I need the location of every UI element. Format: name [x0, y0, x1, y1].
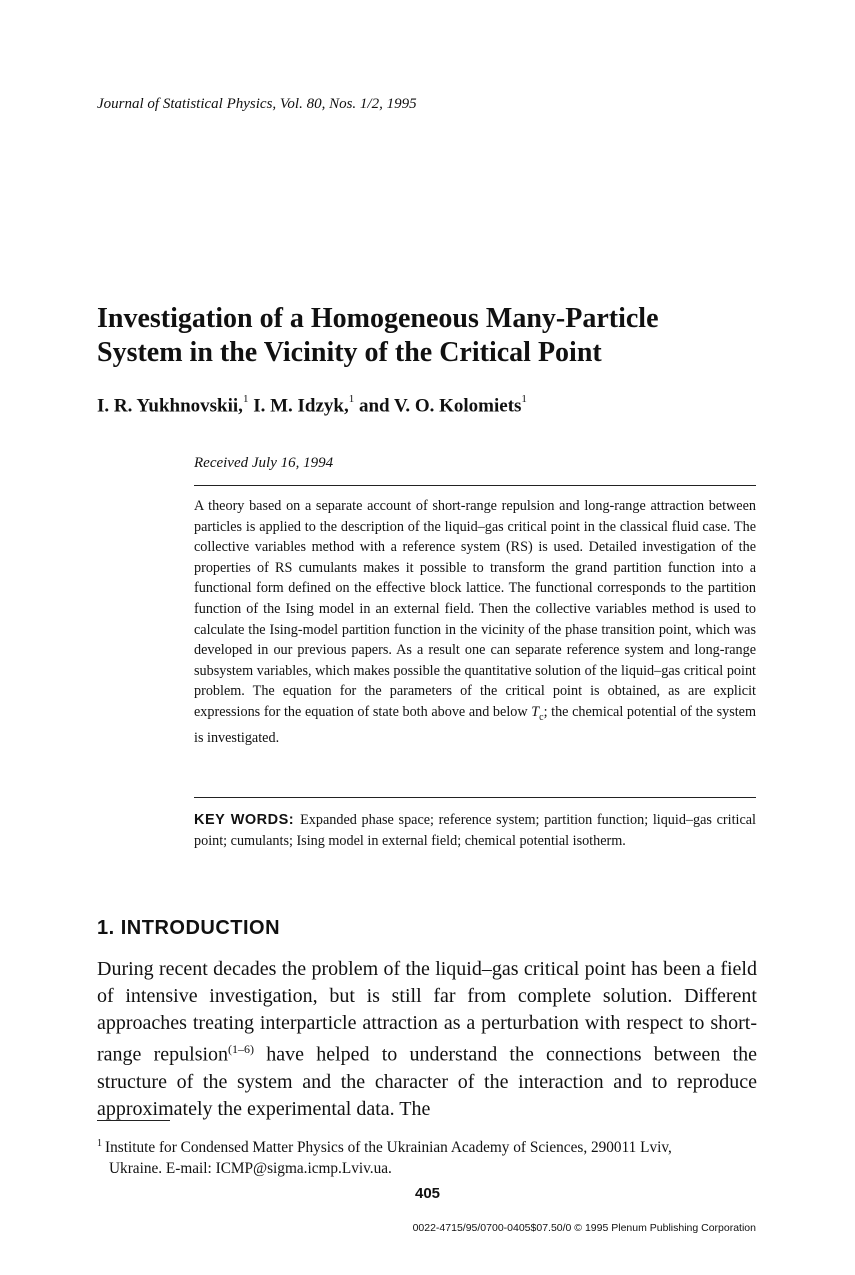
citation-reference: (1–6) — [228, 1042, 255, 1057]
abstract-body: A theory based on a separate account of short-range repulsion and long-range attraction between particles is applied to the description of the liquid–gas critical point in the classical fluid case. The collective variables method with a reference system (RS) is used. Detailed investigation of the properties of RS cumulants makes it possible to transform the grand partition function into a functional form defined on the effective block lattice. The functional corresponds to the partition function of the Ising model in an external field. Then the collective variables method is used to calculate the Ising-model partition function in the vicinity of the phase transition point, which was developed in our previous papers. As a result one can separate reference system and long-range subsystem variables, which makes possible the quantitative solution of the liquid–gas critical point problem. The equation for the parameters of the critical point is obtained, as are explicit expressions for the equation of state both above and below — [194, 498, 756, 720]
author-name: I. R. Yukhnovskii, — [97, 395, 243, 417]
title-line-1: Investigation of a Homogeneous Many-Particle — [97, 303, 659, 334]
author-affiliation-mark: 1 — [521, 393, 527, 405]
abstract-top-rule — [194, 485, 756, 486]
section-heading: 1. INTRODUCTION — [97, 917, 281, 939]
author-list — [97, 395, 527, 417]
received-date: Received July 16, 1994 — [194, 455, 334, 471]
footnote-text-2: Ukraine. E-mail: ICMP@sigma.icmp.Lviv.ua. — [109, 1160, 392, 1178]
footnote-line-1 — [97, 1133, 757, 1158]
paper-title — [97, 302, 777, 370]
abstract-tail: ; the chemical potential of the system is investigated. — [194, 703, 756, 747]
copyright-line: 0022-4715/95/0700-0405$07.50/0 © 1995 Plenum Publishing Corporation — [412, 1222, 756, 1234]
abstract — [194, 496, 756, 749]
intro-text-2: have helped to understand the connections between the structure of the system and the character of the interaction and to reproduce approximately the experimental data. The — [97, 1044, 757, 1120]
keywords-label: KEY WORDS: — [194, 812, 295, 828]
footnote-rule — [97, 1120, 170, 1121]
footnote-mark: 1 — [97, 1138, 102, 1149]
journal-citation: Journal of Statistical Physics, Vol. 80, Nos. 1/2, 1995 — [97, 96, 417, 112]
keywords-top-rule — [194, 797, 756, 798]
footnote — [97, 1133, 757, 1179]
author-affiliation-mark: 1 — [242, 393, 249, 405]
keywords-text: Expanded phase space; reference system; partition function; liquid–gas critical point; cumulants; Ising model in external field; chemical potential isotherm. — [194, 812, 756, 849]
critical-temperature-subscript: c — [539, 711, 544, 723]
intro-paragraph — [97, 956, 757, 1122]
intro-text-1: During recent decades the problem of the liquid–gas critical point has been a field of intensive investigation, but is still far from complete solution. Different approaches treating interparticle attraction as a perturbation with respect to short-range repulsion — [97, 958, 757, 1067]
author-name: V. O. Kolomiets — [394, 395, 522, 417]
page-number: 405 — [414, 1185, 441, 1202]
author-name: I. M. Idzyk, — [253, 395, 349, 417]
author-affiliation-mark: 1 — [348, 393, 355, 405]
footnote-text-1: Institute for Condensed Matter Physics of the Ukrainian Academy of Sciences, 290011 Lviv, — [105, 1139, 672, 1157]
critical-temperature-symbol: T — [531, 703, 540, 720]
title-line-2: System in the Vicinity of the Critical Point — [97, 337, 602, 368]
author-conjunction: and — [358, 395, 390, 417]
keywords — [194, 810, 756, 851]
